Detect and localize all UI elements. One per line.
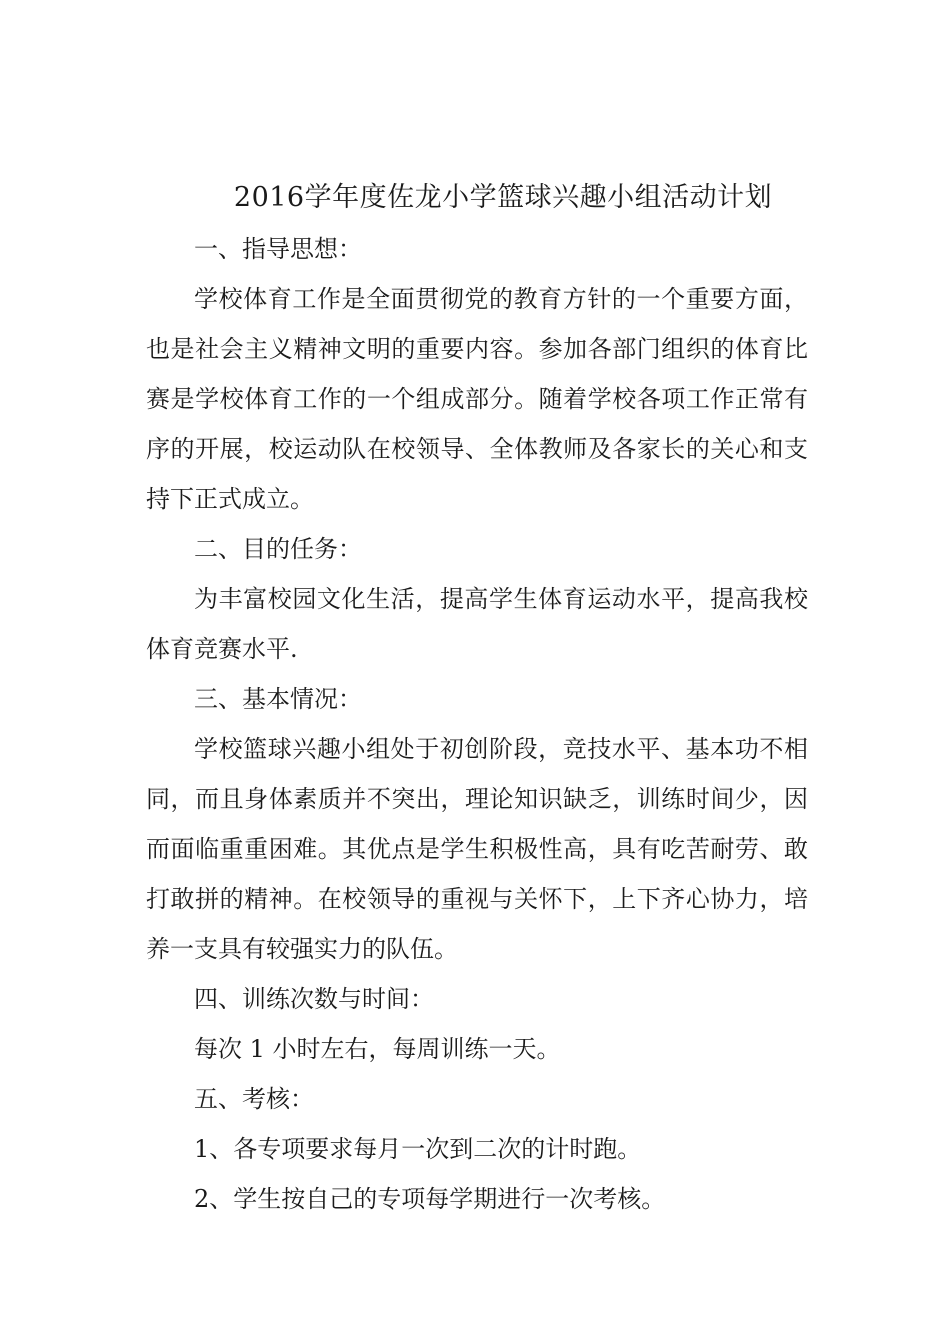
paragraph-guiding-ideology: 学校体育工作是全面贯彻党的教育方针的一个重要方面，也是社会主义精神文明的重要内容。参加各部门组织的体育比赛是学校体育工作的一个组成部分。随着学校各项工作正常有序的开展，校运动队在校领导、全体教师及各家长的关心和支持下正式成立。 bbox=[146, 285, 808, 513]
heading-guiding-ideology: 一、指导思想： bbox=[194, 235, 362, 263]
heading-training-schedule: 四、训练次数与时间： bbox=[194, 985, 434, 1013]
assessment-item-1: 1、各专项要求每月一次到二次的计时跑。 bbox=[194, 1135, 642, 1163]
paragraph-objectives: 为丰富校园文化生活，提高学生体育运动水平，提高我校体育竞赛水平. bbox=[146, 585, 808, 663]
paragraph-basic-situation: 学校篮球兴趣小组处于初创阶段，竞技水平、基本功不相同，而且身体素质并不突出，理论知识缺乏，训练时间少，因而面临重重困难。其优点是学生积极性高，具有吃苦耐劳、敢打敢拼的精神。在校领导的重视与关怀下，上下齐心协力，培养一支具有较强实力的队伍。 bbox=[146, 735, 808, 963]
paragraph-training-schedule: 每次 1 小时左右，每周训练一天。 bbox=[194, 1035, 561, 1063]
heading-objectives: 二、目的任务： bbox=[194, 535, 362, 563]
heading-basic-situation: 三、基本情况： bbox=[194, 685, 362, 713]
heading-assessment: 五、考核： bbox=[194, 1085, 314, 1113]
document-title: 2016学年度佐龙小学篮球兴趣小组活动计划 bbox=[233, 182, 773, 213]
document-body bbox=[146, 224, 808, 1224]
assessment-item-2: 2、学生按自己的专项每学期进行一次考核。 bbox=[194, 1185, 666, 1213]
